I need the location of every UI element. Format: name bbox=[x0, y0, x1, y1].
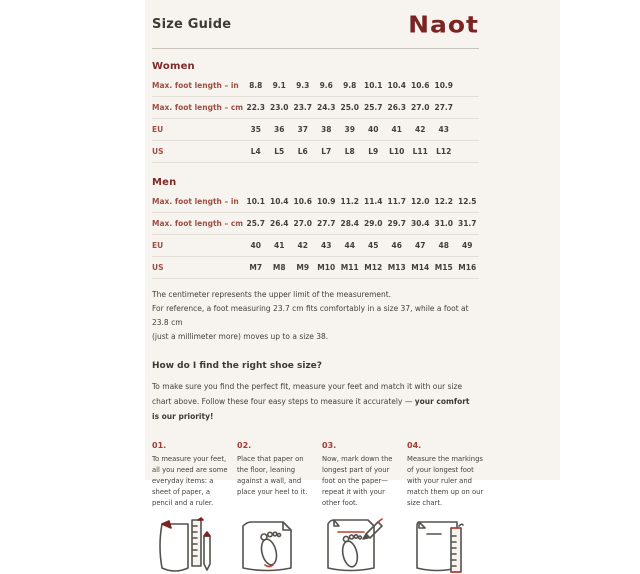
size-cell: 45 bbox=[368, 241, 379, 250]
step-text: Measure the markings of your longest foot with your ruler and match them up on our size chart. bbox=[407, 455, 484, 507]
size-cell: L10 bbox=[389, 147, 405, 156]
size-cell: 39 bbox=[344, 125, 355, 134]
size-cell: M14 bbox=[411, 263, 430, 272]
size-cell: 25.7 bbox=[246, 219, 265, 228]
size-cell: 9.8 bbox=[343, 81, 357, 90]
measure-step bbox=[237, 441, 322, 509]
size-cell: 10.6 bbox=[293, 197, 312, 206]
size-cell: 27.0 bbox=[293, 219, 312, 228]
size-cell: 31.0 bbox=[434, 219, 453, 228]
size-cell: 40 bbox=[368, 125, 379, 134]
step-text: Now, mark down the longest part of your foot on the paper—repeat it with your other foot. bbox=[322, 455, 393, 507]
size-table-row bbox=[152, 141, 479, 163]
size-cell: 9.3 bbox=[296, 81, 310, 90]
size-row-label: Max. foot length – in bbox=[152, 197, 239, 206]
size-cell: L5 bbox=[274, 147, 285, 156]
size-cell: 35 bbox=[250, 125, 261, 134]
size-cell: 31.7 bbox=[457, 219, 477, 228]
size-cell: 25.7 bbox=[363, 103, 383, 112]
illustrations-row bbox=[152, 514, 497, 574]
size-cell: 11.7 bbox=[387, 197, 406, 206]
size-cell: 10.1 bbox=[246, 197, 265, 206]
measure-step bbox=[152, 441, 237, 509]
size-cell: 10.9 bbox=[316, 197, 336, 206]
size-cell: 44 bbox=[344, 241, 355, 250]
size-cell: 43 bbox=[321, 241, 332, 250]
size-cell: M8 bbox=[272, 263, 286, 272]
step-number: 01. bbox=[152, 441, 167, 450]
size-cell: 9.6 bbox=[319, 81, 333, 90]
size-cell: 43 bbox=[438, 125, 449, 134]
size-cell: 23.0 bbox=[269, 103, 289, 112]
size-cell: L11 bbox=[412, 147, 428, 156]
size-cell: 12.2 bbox=[434, 197, 453, 206]
size-cell: 29.0 bbox=[363, 219, 383, 228]
size-cell: 22.3 bbox=[246, 103, 265, 112]
size-row-label: US bbox=[152, 263, 164, 272]
size-cell: M11 bbox=[340, 263, 359, 272]
step-number: 02. bbox=[237, 441, 252, 450]
size-cell: 47 bbox=[415, 241, 426, 250]
size-guide-panel bbox=[145, 0, 560, 507]
size-cell: 41 bbox=[274, 241, 285, 250]
header-divider bbox=[152, 48, 479, 49]
size-cell: 10.4 bbox=[269, 197, 289, 206]
size-cell: 25.0 bbox=[340, 103, 359, 112]
size-row-label: Max. foot length – cm bbox=[152, 219, 244, 228]
size-cell: M16 bbox=[458, 263, 477, 272]
size-table-row bbox=[152, 257, 479, 279]
size-cell: L6 bbox=[297, 147, 308, 156]
size-cell: 41 bbox=[391, 125, 402, 134]
size-cell: 42 bbox=[415, 125, 426, 134]
size-cell: 29.7 bbox=[387, 219, 406, 228]
measurement-note bbox=[152, 288, 479, 344]
measure-step bbox=[322, 441, 407, 509]
size-cell: 27.7 bbox=[316, 219, 336, 228]
size-cell: 40 bbox=[250, 241, 261, 250]
size-row-label: US bbox=[152, 147, 164, 156]
paper-pencil-ruler-illustration bbox=[152, 514, 237, 574]
size-cell: 28.4 bbox=[340, 219, 359, 228]
size-cell: 10.6 bbox=[410, 81, 430, 90]
size-cell: 11.2 bbox=[340, 197, 359, 206]
size-table-row bbox=[152, 213, 479, 235]
measure-step bbox=[407, 441, 492, 509]
howto-intro-text: To make sure you find the perfect fit, measure your feet and match it with our size chart above. Follow these four easy steps to measure it accurately — bbox=[152, 382, 463, 406]
size-cell: L8 bbox=[344, 147, 355, 156]
size-table-row bbox=[152, 119, 479, 141]
women-size-table bbox=[152, 75, 479, 163]
size-cell: L12 bbox=[436, 147, 452, 156]
size-cell: 24.3 bbox=[316, 103, 336, 112]
size-cell: 48 bbox=[438, 241, 449, 250]
size-cell: 49 bbox=[462, 241, 473, 250]
size-cell: L4 bbox=[250, 147, 261, 156]
size-cell: 26.3 bbox=[387, 103, 406, 112]
step-number: 03. bbox=[322, 441, 337, 450]
size-cell: 10.1 bbox=[363, 81, 383, 90]
section-header-women: Women bbox=[152, 61, 195, 72]
size-cell: 38 bbox=[321, 125, 332, 134]
size-table-row bbox=[152, 75, 479, 97]
size-cell: 11.4 bbox=[363, 197, 383, 206]
howto-intro-bold: your comfort is our priority! bbox=[152, 397, 470, 421]
howto-heading: How do I find the right shoe size? bbox=[152, 361, 323, 371]
size-row-label: EU bbox=[152, 125, 164, 134]
size-cell: 30.4 bbox=[410, 219, 430, 228]
step-text: To measure your feet, all you need are some everyday items: a sheet of paper, a pencil and a ruler. bbox=[152, 455, 228, 507]
size-cell: M15 bbox=[434, 263, 453, 272]
paper-footprint-illustration bbox=[237, 514, 322, 574]
paper-ruler-measure-illustration bbox=[407, 514, 492, 574]
step-number: 04. bbox=[407, 441, 422, 450]
howto-intro bbox=[152, 379, 472, 424]
size-cell: 8.8 bbox=[249, 81, 263, 90]
size-cell: 26.4 bbox=[269, 219, 289, 228]
page-title: Size Guide bbox=[152, 17, 232, 32]
note-line: (just a millimeter more) moves up to a size 38. bbox=[152, 332, 329, 341]
size-cell: 27.0 bbox=[410, 103, 430, 112]
size-cell: 37 bbox=[297, 125, 308, 134]
size-cell: 12.5 bbox=[457, 197, 477, 206]
size-cell: 23.7 bbox=[293, 103, 312, 112]
size-cell: 10.4 bbox=[387, 81, 406, 90]
size-cell: 12.0 bbox=[410, 197, 430, 206]
size-row-label: Max. foot length – in bbox=[152, 81, 239, 90]
size-table-row bbox=[152, 97, 479, 119]
size-row-label: EU bbox=[152, 241, 164, 250]
size-cell: 46 bbox=[391, 241, 402, 250]
size-table-row bbox=[152, 235, 479, 257]
size-cell: L7 bbox=[321, 147, 332, 156]
size-row-label: Max. foot length – cm bbox=[152, 103, 244, 112]
steps-row bbox=[152, 441, 492, 509]
size-cell: L9 bbox=[368, 147, 379, 156]
size-cell: 10.9 bbox=[434, 81, 453, 90]
size-cell: 27.7 bbox=[434, 103, 453, 112]
men-size-table bbox=[152, 191, 479, 279]
note-line: For reference, a foot measuring 23.7 cm fits comfortably in a size 37, while a foot at 23.8 cm bbox=[152, 304, 469, 327]
size-cell: M7 bbox=[249, 263, 263, 272]
size-cell: 36 bbox=[274, 125, 285, 134]
size-cell: M13 bbox=[387, 263, 406, 272]
size-table-row bbox=[152, 191, 479, 213]
brand-logo: Naot bbox=[408, 11, 479, 38]
step-text: Place that paper on the floor, leaning against a wall, and place your heel to it. bbox=[237, 455, 308, 496]
size-cell: M10 bbox=[317, 263, 336, 272]
size-cell: M12 bbox=[364, 263, 383, 272]
section-header-men: Men bbox=[152, 177, 177, 188]
header bbox=[152, 0, 479, 37]
size-cell: 42 bbox=[297, 241, 308, 250]
note-line: The centimeter represents the upper limit of the measurement. bbox=[152, 290, 392, 299]
paper-footprint-pencil-mark-illustration bbox=[322, 514, 407, 574]
size-cell: 9.1 bbox=[272, 81, 286, 90]
size-cell: M9 bbox=[296, 263, 310, 272]
